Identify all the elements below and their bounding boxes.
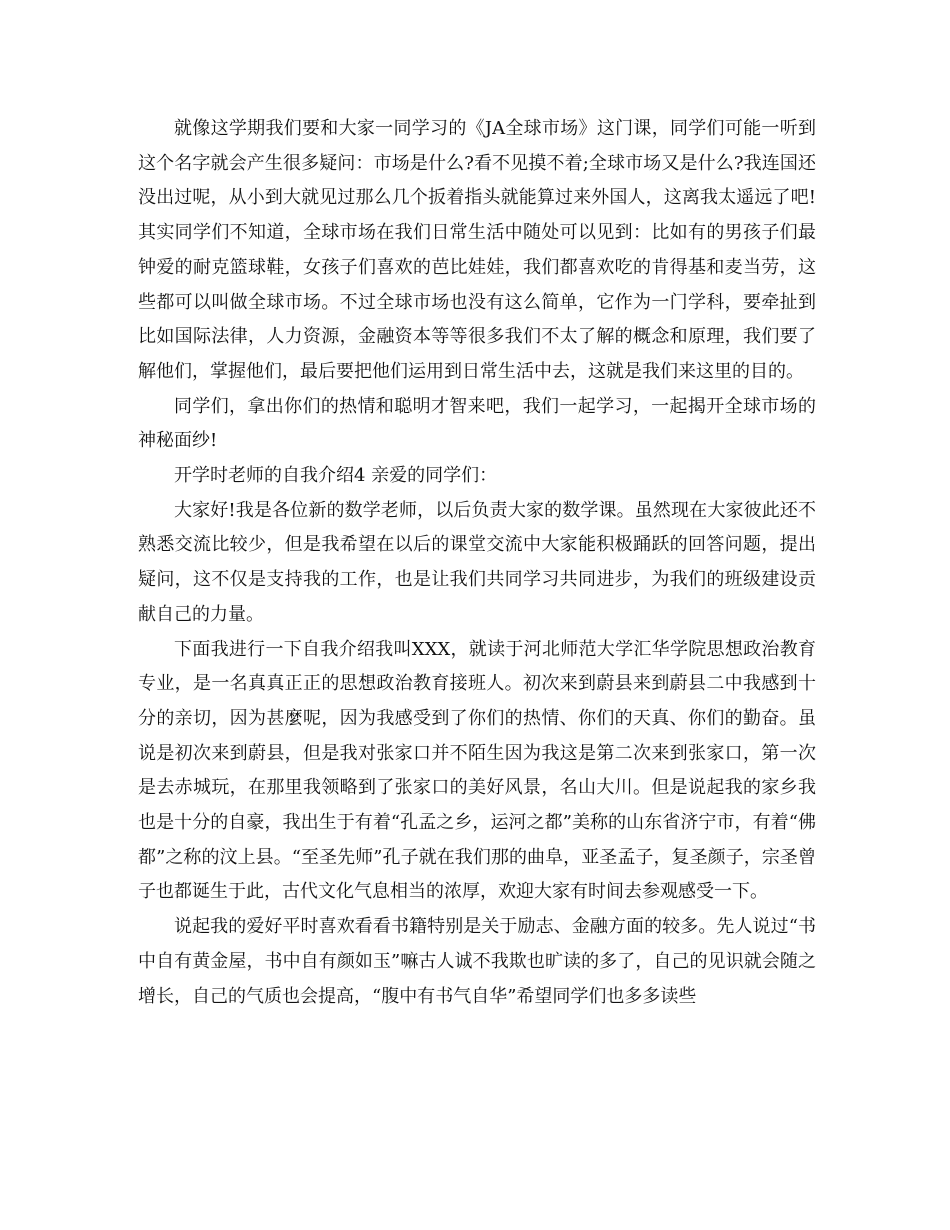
- paragraph-hobbies: 说起我的爱好平时喜欢看看书籍特别是关于励志、金融方面的较多。先人说过“书中自有黄金屋，书中自有颜如玉”嘛古人诚不我欺也旷读的多了，自己的见识就会随之增长，自己的气质也会提高，“腹中有书气自华”希望同学们也多多读些: [138, 916, 816, 1007]
- document-page: [138, 112, 816, 1014]
- paragraph-math-teacher-greeting: 大家好!我是各位新的数学老师，以后负责大家的数学课。虽然现在大家彼此还不熟悉交流比较少，但是我希望在以后的课堂交流中大家能积极踊跃的回答问题，提出疑问，这不仅是支持我的工作，也是让我们共同学习共同进步，为我们的班级建设贡献自己的力量。: [138, 499, 816, 625]
- paragraph-self-introduction: 下面我进行一下自我介绍我叫XXX，就读于河北师范大学汇华学院思想政治教育专业，是一名真真正正的思想政治教育接班人。初次来到蔚县来到蔚县二中我感到十分的亲切，因为甚麼呢，因为我感受到了你们的热情、你们的天真、你们的勤奋。虽说是初次来到蔚县，但是我对张家口并不陌生因为我这是第二次来到张家口，第一次是去赤城玩，在那里我领略到了张家口的美好风景，名山大川。但是说起我的家乡我也是十分的自豪，我出生于有着“孔孟之乡，运河之都”美称的山东省济宁市，有着“佛都”之称的汶上县。“至圣先师”孔子就在我们那的曲阜，亚圣孟子，复圣颜子，宗圣曾子也都诞生于此，古代文化气息相当的浓厚，欢迎大家有时间去参观感受一下。: [138, 638, 816, 903]
- paragraph-section-heading: 开学时老师的自我介绍4 亲爱的同学们：: [174, 465, 498, 487]
- paragraph-ja-global-market: 就像这学期我们要和大家一同学习的《JA全球市场》这门课，同学们可能一听到这个名字就会产生很多疑问：市场是什么?看不见摸不着;全球市场又是什么?我连国还没出过呢，从小到大就见过那么几个扳着指头就能算过来外国人，这离我太遥远了吧!其实同学们不知道，全球市场在我们日常生活中随处可以见到：比如有的男孩子们最钟爱的耐克篮球鞋，女孩子们喜欢的芭比娃娃，我们都喜欢吃的肯得基和麦当劳，这些都可以叫做全球市场。不过全球市场也没有这么简单，它作为一门学科，要牵扯到比如国际法律，人力资源，金融资本等等很多我们不太了解的概念和原理，我们要了解他们，掌握他们，最后要把他们运用到日常生活中去，这就是我们来这里的目的。: [138, 118, 816, 382]
- paragraph-call-to-learn: 同学们，拿出你们的热情和聪明才智来吧，我们一起学习，一起揭开全球市场的神秘面纱!: [138, 395, 816, 452]
